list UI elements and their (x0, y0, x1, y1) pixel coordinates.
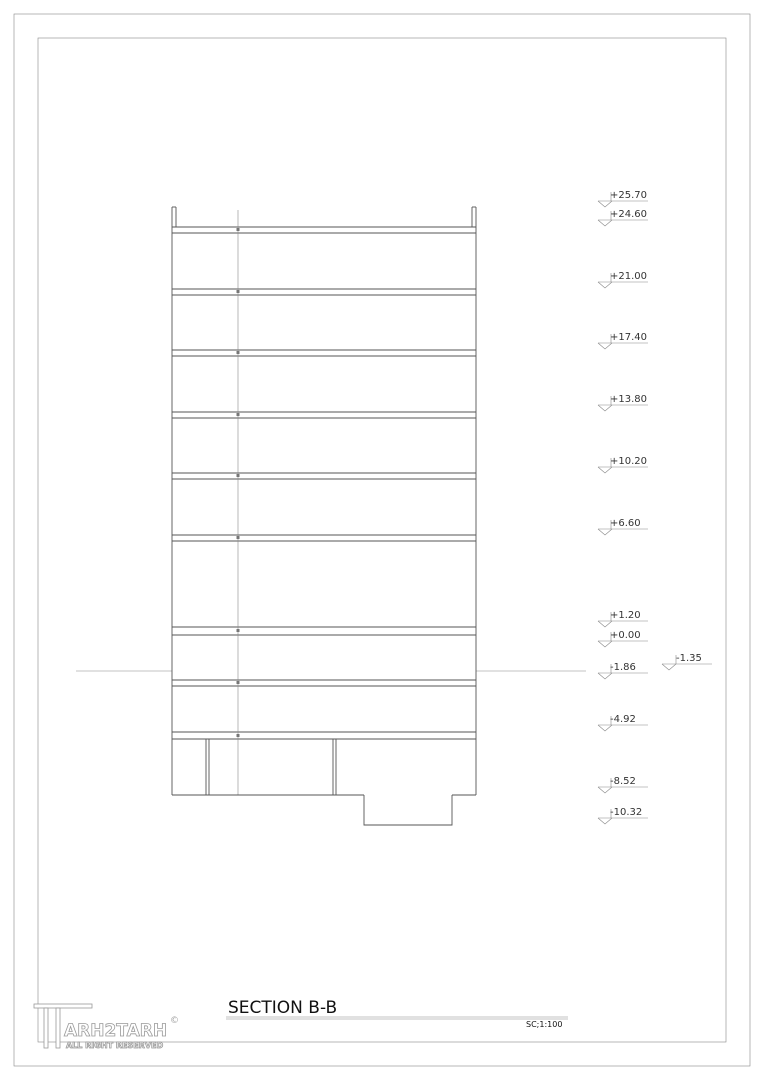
level-label: -4.92 (610, 714, 636, 725)
level-label: +25.70 (610, 190, 648, 201)
logo-brand-text: ARH2TARH (64, 1021, 168, 1041)
ground-level-label: -1.35 (676, 653, 702, 664)
level-marker (598, 630, 648, 647)
level-marker (598, 456, 648, 473)
drawing-title: SECTION B-B (228, 998, 338, 1018)
level-marker (598, 271, 648, 288)
ground-level-marker (662, 653, 712, 670)
copyright-icon: © (170, 1016, 179, 1026)
outer-border (14, 14, 750, 1066)
logo-column-shaft-a (44, 1008, 48, 1048)
level-label: +17.40 (610, 332, 648, 343)
level-label: +24.60 (610, 209, 648, 220)
level-label: -10.32 (610, 807, 643, 818)
level-marker (598, 332, 648, 349)
level-label: +13.80 (610, 394, 648, 405)
drawing-scale: SC;1:100 (526, 1020, 563, 1029)
level-label: +6.60 (610, 518, 641, 529)
level-marker (598, 518, 648, 535)
foundation-pit (364, 795, 452, 825)
logo-column-cap (34, 1004, 92, 1008)
floor-slabs (172, 227, 476, 739)
level-marker (598, 610, 648, 627)
logo-column-shaft-b (56, 1008, 60, 1048)
level-marker (598, 209, 648, 226)
brand-logo (34, 1004, 179, 1050)
level-marker (598, 714, 648, 731)
inner-border (38, 38, 726, 1042)
logo-rights-text: ALL RIGHT RESERVED (66, 1041, 164, 1050)
level-label: +10.20 (610, 456, 648, 467)
level-label: -1.86 (610, 662, 636, 673)
building-section (172, 207, 476, 825)
level-label: +21.00 (610, 271, 648, 282)
level-marker (598, 807, 648, 824)
level-marker (598, 190, 648, 207)
level-label: +0.00 (610, 630, 641, 641)
level-markers (598, 190, 712, 824)
level-label: +1.20 (610, 610, 641, 621)
level-label: -8.52 (610, 776, 636, 787)
level-marker (598, 662, 648, 679)
level-marker (598, 776, 648, 793)
level-marker (598, 394, 648, 411)
